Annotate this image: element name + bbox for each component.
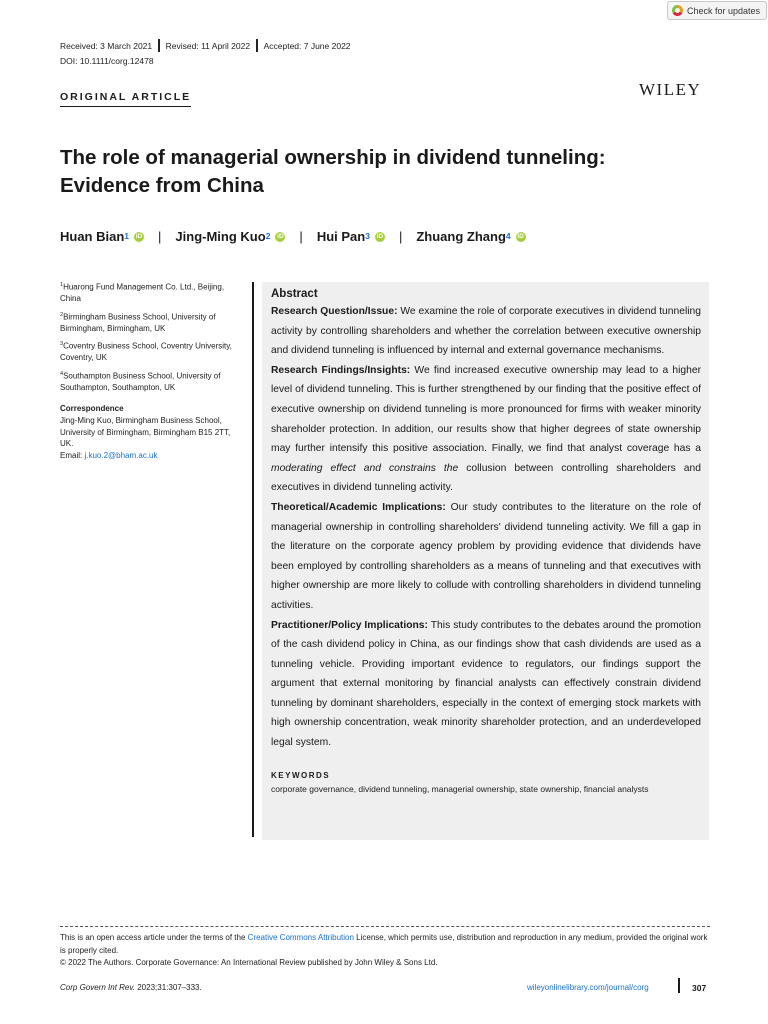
author-separator: | [398,229,403,244]
received-date: Received: 3 March 2021 [60,40,153,51]
author-name[interactable]: Jing-Ming Kuo [175,229,266,244]
crossmark-icon [672,5,683,16]
copyright-text: © 2022 The Authors. Corporate Governance: An International Review published by John Wiley & Sons Ltd. [60,958,438,967]
abstract-heading: Abstract [271,288,318,300]
keywords-list: corporate governance, dividend tunneling, managerial ownership, state ownership, financial analysts [271,783,649,794]
journal-website-link[interactable]: wileyonlinelibrary.com/journal/corg [527,983,649,992]
affiliation: $^4$Southampton Business School, University of Southampton, Southampton, UK [60,370,221,393]
date-divider [158,39,160,52]
page-number: 307 [692,983,707,993]
abstract-section-research-question: Research Question/Issue: We examine the role of corporate executives in dividend tunneling activity by controlling shareholders and whether the correlation between executive ownership and dividend tunneling is influenced by internal and external governance mechanisms. [271,306,701,357]
date-divider [256,39,258,52]
orcid-icon[interactable]: iD [376,232,384,240]
revised-date: Revised: 11 April 2022 [165,40,251,51]
page-number-divider [678,978,680,993]
article-type-label: ORIGINAL ARTICLE [60,91,191,107]
email-link[interactable]: j.kuo.2@bham.ac.uk [84,450,158,460]
keywords-heading: KEYWORDS [271,770,331,780]
author-affiliation-sup[interactable]: 1 [124,230,130,241]
creative-commons-link[interactable]: Creative Commons Attribution [247,933,354,942]
title-line-2: Evidence from China [60,174,264,197]
affiliations-column [60,280,245,461]
orcid-icon[interactable]: iD [135,232,143,240]
author-affiliation-sup[interactable]: 3 [365,230,370,241]
journal-citation: Corp Govern Int Rev. 2023;31:307–333. [60,983,202,992]
abstract-section-theoretical: Theoretical/Academic Implications: Our study contributes to the literature on the role of managerial ownership in controlling shareholders' dividend tunneling activity. We fill a gap in the literature on the corporate agency problem by providing evidence that dividends have been employed by controlling shareholders as a means of tunneling and that executives with higher ownership are more likely to collude with controlling shareholders in dividend tunneling activities. [271,501,701,611]
orcid-icon[interactable]: iD [517,232,524,240]
author-affiliation-sup[interactable]: 4 [505,230,511,241]
footer-divider [60,926,710,927]
correspondence-email: Email: j.kuo.2@bham.ac.uk [60,450,158,460]
correspondence-address: Jing-Ming Kuo, Birmingham Business School, University of Birmingham, Birmingham B15 2TT, UK. [60,416,231,449]
affiliation: $^1$Huarong Fund Management Co. Ltd., Beijing, China [60,282,225,304]
license-text: This is an open access article under the terms of the Creative Commons Attribution License, which permits use, distribution and reproduction in any medium, provided the original work is properly cited. [60,933,708,955]
author-name[interactable]: Hui Pan [316,229,366,244]
correspondence-heading: Correspondence [60,403,124,413]
publisher-logo: WILEY [639,80,702,99]
check-for-updates-label: Check for updates [687,5,761,16]
abstract-section-practitioner: Practitioner/Policy Implications: This study contributes to the debates around the promotion of the cash dividend policy in China, as our findings show that cash dividends are used as a tunneling vehicle. Providing important evidence to regulators, our findings support the argument that external monitoring by financial analysts can effectively constrain dividend tunneling by dominant shareholders, especially in the context of emerging stock markets with high ownership concentration, weak minority shareholder protection, and an underdeveloped legal system. [271,619,702,749]
title-line-1: The role of managerial ownership in dividend tunneling: [60,146,606,169]
accepted-date: Accepted: 7 June 2022 [263,40,351,51]
column-divider [252,282,254,837]
check-for-updates-button[interactable] [667,1,767,20]
author-list [60,229,526,244]
orcid-icon[interactable]: iD [277,232,284,240]
abstract-section-research-findings: Research Findings/Insights: We find increased executive ownership may lead to a higher level of dividend tunneling. This is further strengthened by our finding that the positive effect of executive ownership on dividend tunneling is more pronounced for firms with weaker minority shareholder protection. In addition, our results show that higher degrees of state ownership may further intensify this positive association. Finally, we find that analyst coverage has a moderating effect and constrains the collusion between controlling shareholders and executives in dividend tunneling activity. [271,364,701,494]
paper-title [60,144,700,200]
author-name[interactable]: Huan Bian [60,229,125,244]
affiliation: $^3$Coventry Business School, Coventry University, Coventry, UK [60,341,232,363]
license-notice [60,932,710,970]
doi: DOI: 10.1111/corg.12478 [60,56,154,66]
author-name[interactable]: Zhuang Zhang [416,229,506,244]
author-separator: | [299,229,303,244]
affiliation: $^2$Birmingham Business School, University of Birmingham, Birmingham, UK [60,311,216,333]
author-affiliation-sup[interactable]: 2 [265,230,271,241]
author-separator: | [158,229,162,244]
article-dates [60,39,351,52]
abstract-box [262,282,709,840]
